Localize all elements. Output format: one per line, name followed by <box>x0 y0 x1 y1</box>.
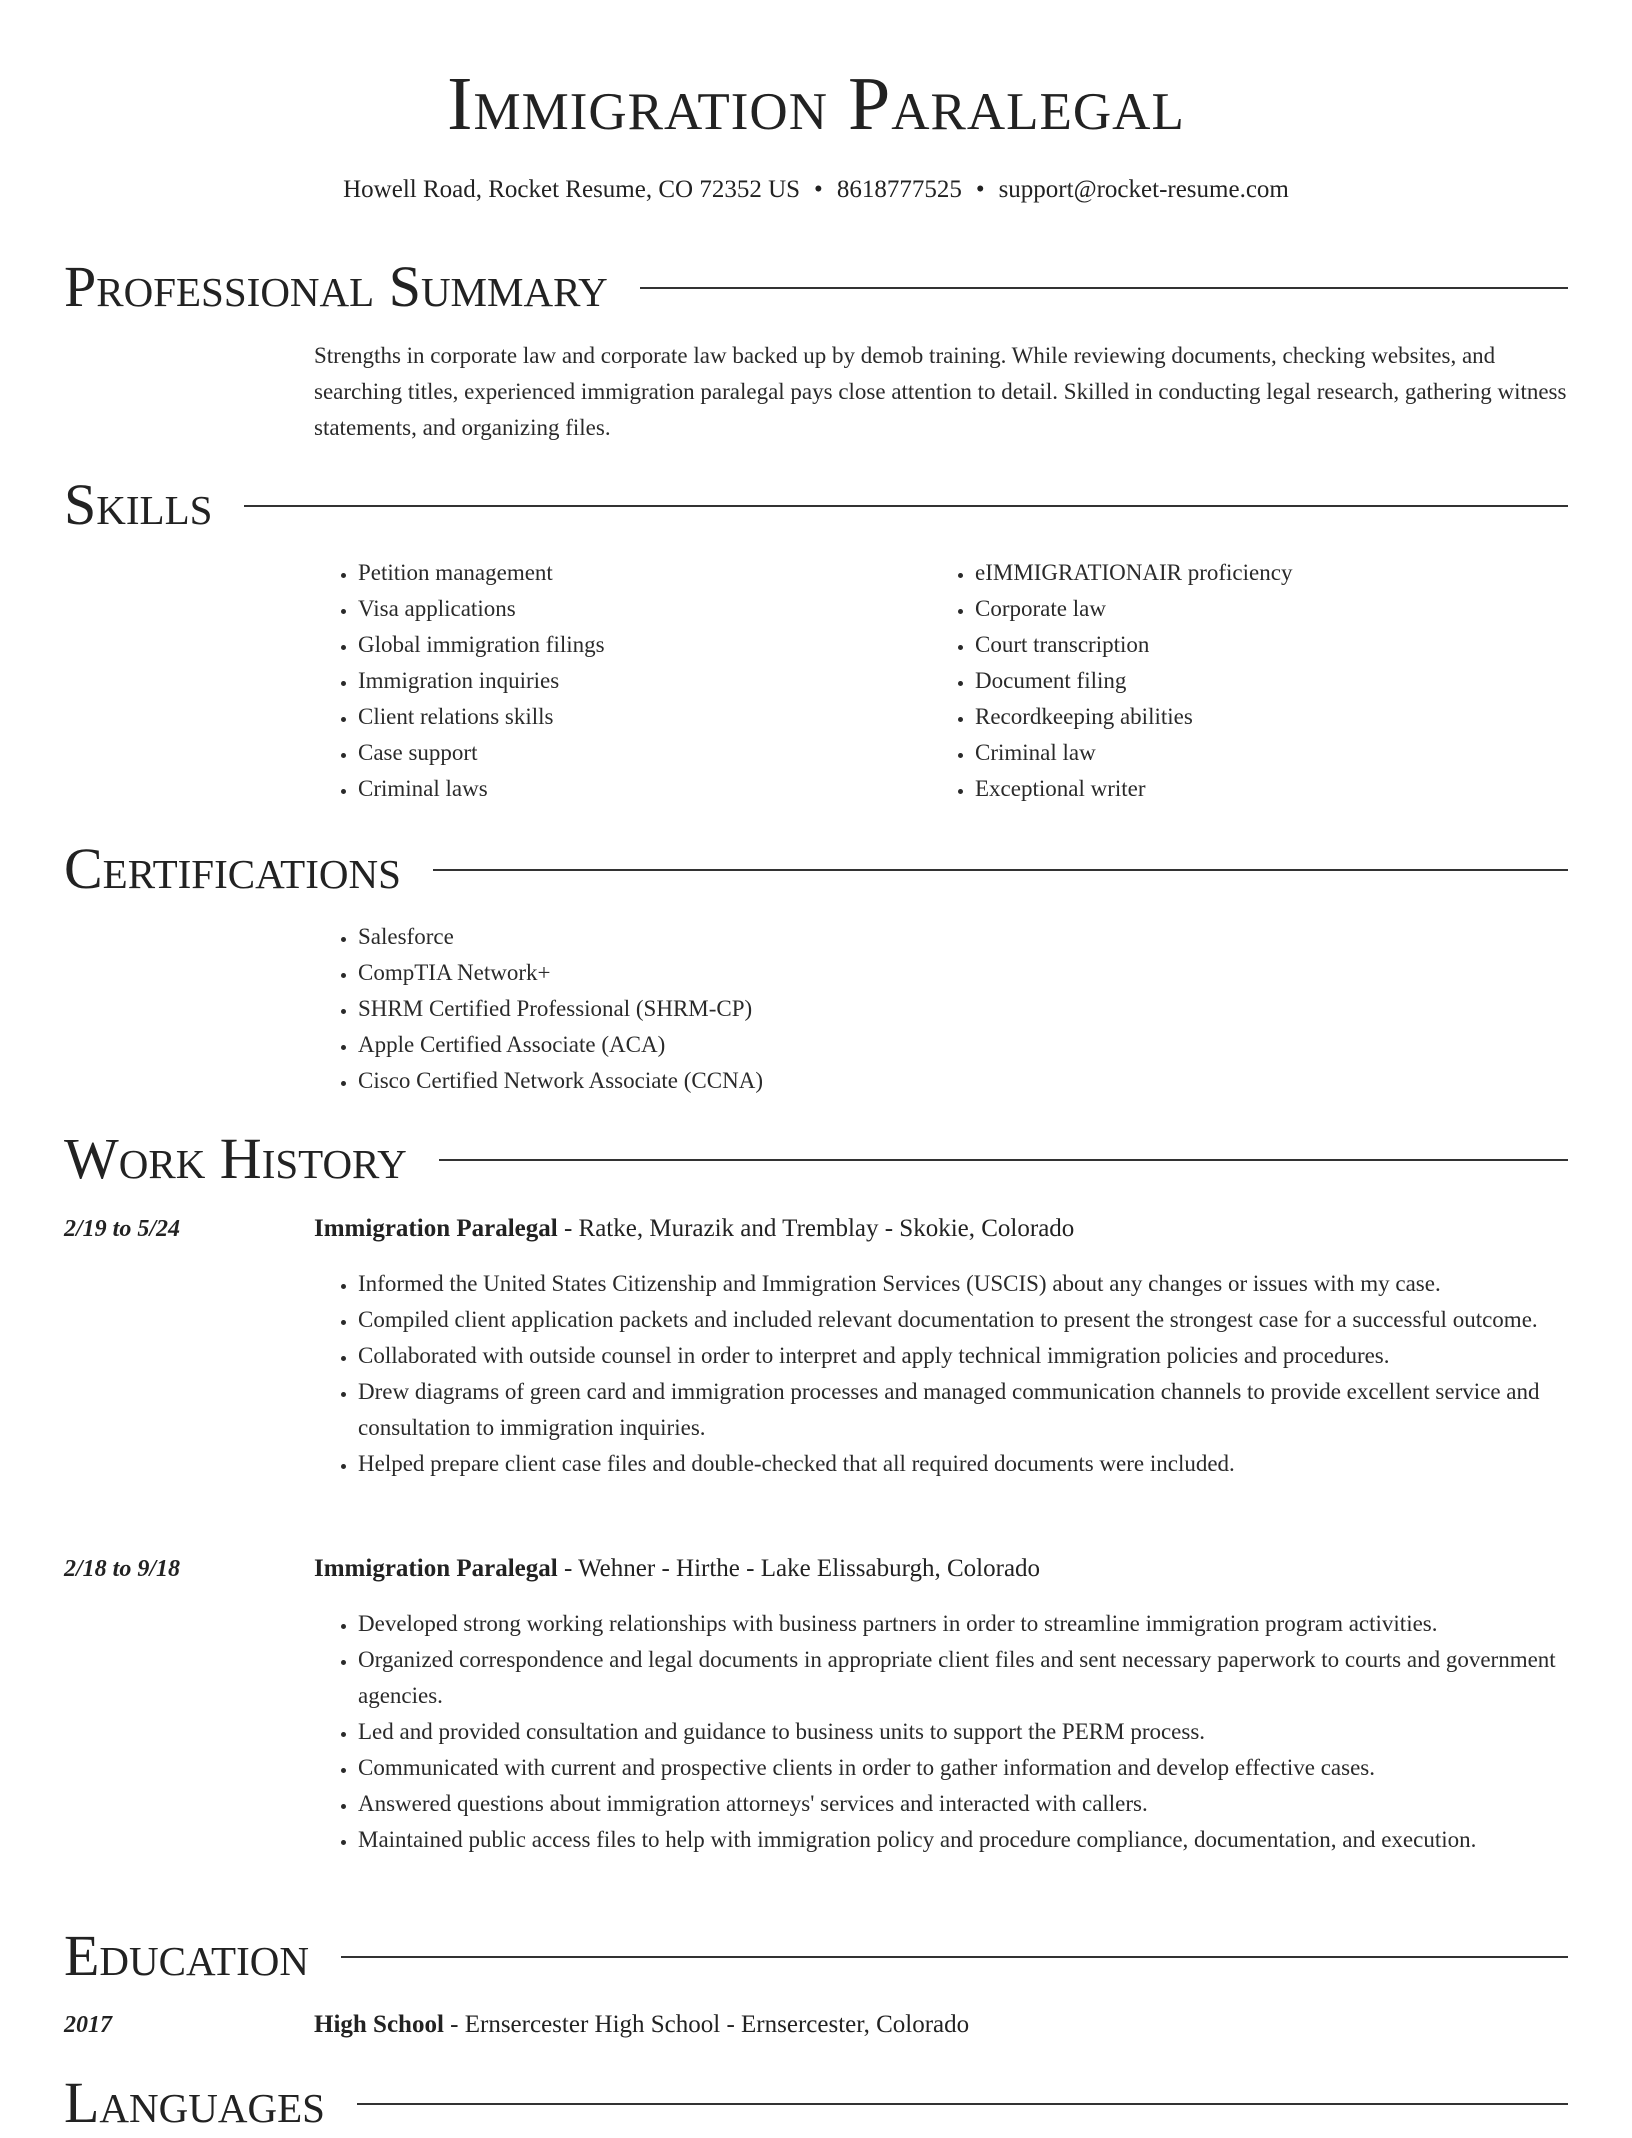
skill-item: • Client relations skills <box>358 699 874 735</box>
education-year: 2017 <box>64 2012 112 2038</box>
contact-email: support@rocket-resume.com <box>998 176 1289 203</box>
contact-line <box>0 172 1632 208</box>
skill-item: • Global immigration filings <box>358 627 874 663</box>
job-heading <box>314 1211 1570 1247</box>
job-duty-item: • Maintained public access files to help with immigration policy and procedure compliance, documentation, and execution. <box>358 1822 1570 1858</box>
job-employer: - Ratke, Murazik and Tremblay - Skokie, Colorado <box>557 1215 1075 1242</box>
certification-item: • Apple Certified Associate (ACA) <box>358 1027 1314 1063</box>
certification-item: • SHRM Certified Professional (SHRM-CP) <box>358 991 1314 1027</box>
summary-section-header <box>64 252 1568 322</box>
languages-section-header <box>64 2068 1568 2138</box>
job-duty-item: • Developed strong working relationships with business partners in order to streamline immigration program activities. <box>358 1606 1570 1642</box>
skill-item: • Petition management <box>358 555 874 591</box>
resume-name: Immigration Paralegal <box>447 62 1185 146</box>
certifications-section-header <box>64 834 1568 904</box>
skills-list-left <box>314 555 874 807</box>
section-divider <box>244 505 1568 507</box>
section-title-education: Education <box>64 1923 309 1988</box>
education-heading <box>314 2007 1570 2043</box>
job-duty-item: • Organized correspondence and legal documents in appropriate client files and sent necessary paperwork to courts and government agencies. <box>358 1642 1570 1714</box>
work-section-header <box>64 1124 1568 1194</box>
job-duty-item: • Helped prepare client case files and double-checked that all required documents were included. <box>358 1446 1570 1482</box>
contact-address: Howell Road, Rocket Resume, CO 72352 US <box>343 176 801 203</box>
contact-phone: 8618777525 <box>836 176 962 203</box>
skills-column-left <box>314 555 874 807</box>
skill-item: • Exceptional writer <box>975 771 1491 807</box>
contact-separator: • <box>975 176 985 203</box>
job-employer: - Wehner - Hirthe - Lake Elissaburgh, Colorado <box>557 1555 1041 1582</box>
job-duty-item: • Communicated with current and prospective clients in order to gather information and develop effective cases. <box>358 1750 1570 1786</box>
job-title: Immigration Paralegal <box>314 1555 558 1582</box>
skill-item: • Criminal laws <box>358 771 874 807</box>
job-duty-item: • Compiled client application packets and included relevant documentation to present the strongest case for a successful outcome. <box>358 1302 1570 1338</box>
skills-list-right <box>931 555 1491 807</box>
job-title: Immigration Paralegal <box>314 1215 558 1242</box>
certification-item: • Cisco Certified Network Associate (CCNA) <box>358 1063 1314 1099</box>
section-title-work: Work History <box>64 1126 407 1191</box>
section-divider <box>433 869 1568 871</box>
skills-section-header <box>64 470 1568 540</box>
section-title-skills: Skills <box>64 472 213 537</box>
skills-column-right <box>931 555 1491 807</box>
job-duty-item: • Collaborated with outside counsel in order to interpret and apply technical immigration policies and procedures. <box>358 1338 1570 1374</box>
section-divider <box>341 1956 1568 1958</box>
skill-item: • Visa applications <box>358 591 874 627</box>
education-section-header <box>64 1921 1568 1991</box>
skill-item: • Corporate law <box>975 591 1491 627</box>
section-divider <box>439 1159 1568 1161</box>
section-divider <box>357 2103 1568 2105</box>
skill-item: • Document filing <box>975 663 1491 699</box>
skill-item: • Immigration inquiries <box>358 663 874 699</box>
skill-item: • Criminal law <box>975 735 1491 771</box>
job-duty-item: • Led and provided consultation and guidance to business units to support the PERM process. <box>358 1714 1570 1750</box>
certifications-block <box>314 919 1314 1099</box>
section-title-certifications: Certifications <box>64 836 401 901</box>
education-degree: High School <box>314 2011 444 2038</box>
skill-item: • Recordkeeping abilities <box>975 699 1491 735</box>
job-duties <box>314 1606 1570 1858</box>
skill-item: • eIMMIGRATIONAIR proficiency <box>975 555 1491 591</box>
certification-item: • CompTIA Network+ <box>358 955 1314 991</box>
section-title-languages: Languages <box>64 2070 325 2135</box>
job-duty-item: • Informed the United States Citizenship and Immigration Services (USCIS) about any changes or issues with my case. <box>358 1266 1570 1302</box>
job-dates: 2/18 to 9/18 <box>64 1556 181 1582</box>
skill-item: • Court transcription <box>975 627 1491 663</box>
section-title-summary: Professional Summary <box>64 254 608 319</box>
contact-separator: • <box>814 176 823 203</box>
job-duty-item: • Answered questions about immigration attorneys' services and interacted with callers. <box>358 1786 1570 1822</box>
job-duty-item: • Drew diagrams of green card and immigration processes and managed communication channels to provide excellent service and consultation to immigration inquiries. <box>358 1374 1570 1446</box>
job-duties-list <box>314 1606 1570 1858</box>
section-divider <box>640 287 1568 289</box>
job-duties-list <box>314 1266 1570 1482</box>
job-heading <box>314 1551 1570 1587</box>
certifications-list <box>314 919 1314 1099</box>
job-duties <box>314 1266 1570 1482</box>
job-dates: 2/19 to 5/24 <box>64 1216 181 1242</box>
education-school: - Ernsercester High School - Ernsercester, Colorado <box>443 2011 970 2038</box>
certification-item: • Salesforce <box>358 919 1314 955</box>
skill-item: • Case support <box>358 735 874 771</box>
summary-text: Strengths in corporate law and corporate law backed up by demob training. While reviewing documents, checking websites, and searching titles, experienced immigration paralegal pays close attention to detail. Skilled in conducting legal research, gathering witness statements, and organizing files. <box>314 343 1567 440</box>
